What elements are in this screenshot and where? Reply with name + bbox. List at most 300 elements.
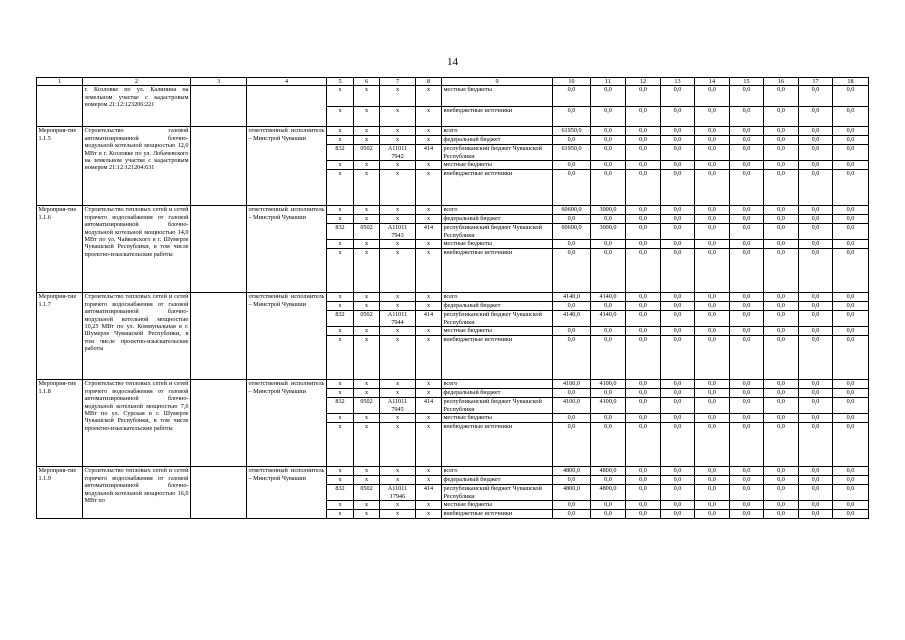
column-number: 14 [695, 78, 730, 86]
executor: ответственный исполнитель – Минстрой Чувашии [247, 467, 327, 519]
amount-cell: 0,0 [695, 380, 730, 389]
amount-cell: 0,0 [695, 414, 730, 423]
measure-description: Строительство тепловых сетей и сетей горячего водоснабжения от газовой автоматизированной блочно-модульной котельной мощностью 14,0 МВт по ул. Чайковского в г. Шумерле Чувашской Республики, в том числе проектно-изыскательские работы [83, 206, 191, 293]
amount-cell: 0,0 [626, 145, 661, 161]
amount-cell: 0,0 [626, 398, 661, 414]
amount-cell: 0,0 [799, 327, 833, 336]
amount-cell: 0,0 [661, 476, 695, 485]
amount-cell: 0,0 [730, 476, 764, 485]
code-expense-type: x [416, 136, 442, 145]
code-ministry: x [327, 423, 354, 467]
table-row [37, 380, 869, 389]
amount-cell: 0,0 [591, 145, 626, 161]
amount-cell: 0,0 [764, 86, 799, 107]
amount-cell: 0,0 [661, 240, 695, 249]
code-section: 0502 [354, 485, 380, 501]
amount-cell: 0,0 [661, 145, 695, 161]
amount-cell: 0,0 [591, 501, 626, 510]
amount-cell: 0,0 [730, 311, 764, 327]
amount-cell: 0,0 [591, 476, 626, 485]
code-ministry: x [327, 327, 354, 336]
code-section: x [354, 476, 380, 485]
amount-cell: 0,0 [553, 86, 591, 107]
code-section: x [354, 127, 380, 136]
amount-cell: 0,0 [730, 215, 764, 224]
column-number: 8 [416, 78, 442, 86]
blank-cell [191, 127, 247, 206]
code-target: А11011 7944 [380, 311, 416, 327]
code-expense-type: x [416, 336, 442, 380]
amount-cell: 0,0 [591, 136, 626, 145]
amount-cell: 0,0 [833, 215, 869, 224]
funding-source: внебюджетные источники [442, 170, 553, 206]
amount-cell: 4100,0 [553, 380, 591, 389]
code-expense-type: x [416, 467, 442, 476]
funding-source: республиканский бюджет Чувашской Республики [442, 398, 553, 414]
amount-cell: 0,0 [730, 398, 764, 414]
code-target: x [380, 327, 416, 336]
amount-cell: 0,0 [661, 501, 695, 510]
amount-cell: 0,0 [626, 423, 661, 467]
code-ministry: x [327, 389, 354, 398]
code-target: x [380, 336, 416, 380]
amount-cell: 0,0 [799, 389, 833, 398]
amount-cell: 0,0 [626, 485, 661, 501]
amount-cell: 0,0 [833, 389, 869, 398]
amount-cell: 0,0 [833, 414, 869, 423]
code-target: А11011 7942 [380, 145, 416, 161]
funding-source: федеральный бюджет [442, 136, 553, 145]
code-expense-type: x [416, 414, 442, 423]
amount-cell: 0,0 [695, 106, 730, 127]
amount-cell: 0,0 [553, 215, 591, 224]
code-ministry: x [327, 86, 354, 107]
amount-cell: 0,0 [626, 311, 661, 327]
code-target: x [380, 161, 416, 170]
amount-cell: 0,0 [661, 161, 695, 170]
code-section: x [354, 423, 380, 467]
funding-source: всего [442, 293, 553, 302]
amount-cell: 0,0 [553, 249, 591, 293]
column-number: 18 [833, 78, 869, 86]
amount-cell: 0,0 [591, 161, 626, 170]
amount-cell: 0,0 [695, 161, 730, 170]
amount-cell: 0,0 [626, 414, 661, 423]
code-section: x [354, 501, 380, 510]
amount-cell: 0,0 [799, 106, 833, 127]
amount-cell: 0,0 [764, 224, 799, 240]
amount-cell: 0,0 [591, 106, 626, 127]
code-target: x [380, 127, 416, 136]
funding-source: всего [442, 380, 553, 389]
amount-cell: 0,0 [730, 302, 764, 311]
amount-cell: 0,0 [661, 224, 695, 240]
code-section: x [354, 510, 380, 519]
amount-cell: 0,0 [833, 161, 869, 170]
amount-cell: 0,0 [661, 170, 695, 206]
code-target: x [380, 476, 416, 485]
amount-cell: 0,0 [661, 127, 695, 136]
amount-cell: 0,0 [799, 485, 833, 501]
measure-description: Строительство тепловых сетей и сетей горячего водоснабжения от газовой автоматизированной блочно-модульной котельной мощностью 10,25 МВт по ул. Коммунальная в г. Шумерле Чувашской Республики, в том числе проектно-изыскательские работы [83, 293, 191, 380]
code-expense-type: 414 [416, 224, 442, 240]
code-expense-type: x [416, 423, 442, 467]
amount-cell: 0,0 [661, 423, 695, 467]
amount-cell: 0,0 [799, 240, 833, 249]
amount-cell: 0,0 [799, 510, 833, 519]
amount-cell: 0,0 [799, 336, 833, 380]
column-number: 16 [764, 78, 799, 86]
amount-cell: 3000,0 [591, 206, 626, 215]
code-expense-type: x [416, 161, 442, 170]
code-section: x [354, 170, 380, 206]
amount-cell: 0,0 [661, 106, 695, 127]
amount-cell: 0,0 [833, 398, 869, 414]
code-expense-type: x [416, 476, 442, 485]
column-number: 7 [380, 78, 416, 86]
code-expense-type: 414 [416, 145, 442, 161]
amount-cell: 0,0 [591, 127, 626, 136]
code-expense-type: x [416, 302, 442, 311]
amount-cell: 0,0 [764, 302, 799, 311]
code-expense-type: x [416, 127, 442, 136]
amount-cell: 0,0 [553, 170, 591, 206]
funding-source: местные бюджеты [442, 327, 553, 336]
code-ministry: x [327, 206, 354, 215]
table-row [37, 86, 869, 107]
amount-cell: 0,0 [730, 327, 764, 336]
amount-cell: 4800,0 [553, 485, 591, 501]
amount-cell: 0,0 [695, 224, 730, 240]
amount-cell: 0,0 [833, 485, 869, 501]
amount-cell: 0,0 [730, 501, 764, 510]
code-section: x [354, 215, 380, 224]
amount-cell: 0,0 [591, 327, 626, 336]
code-ministry: x [327, 414, 354, 423]
code-target: x [380, 414, 416, 423]
column-number: 12 [626, 78, 661, 86]
code-section: 0502 [354, 398, 380, 414]
code-section: x [354, 106, 380, 127]
amount-cell: 4100,0 [553, 398, 591, 414]
amount-cell: 0,0 [764, 423, 799, 467]
funding-source: федеральный бюджет [442, 302, 553, 311]
funding-source: всего [442, 206, 553, 215]
amount-cell: 0,0 [799, 170, 833, 206]
amount-cell: 0,0 [799, 293, 833, 302]
amount-cell: 0,0 [730, 145, 764, 161]
amount-cell: 0,0 [730, 161, 764, 170]
table-row [37, 293, 869, 302]
code-section: 0502 [354, 311, 380, 327]
funding-source: внебюджетные источники [442, 336, 553, 380]
amount-cell: 4800,0 [553, 467, 591, 476]
amount-cell: 0,0 [661, 311, 695, 327]
amount-cell: 0,0 [591, 215, 626, 224]
code-expense-type: x [416, 327, 442, 336]
amount-cell: 0,0 [833, 106, 869, 127]
measure-label: Мероприя-тие 1.1.5 [37, 127, 83, 206]
amount-cell: 0,0 [833, 293, 869, 302]
code-ministry: 832 [327, 398, 354, 414]
page-number: 14 [447, 56, 458, 68]
funding-source: внебюджетные источники [442, 423, 553, 467]
amount-cell: 0,0 [661, 302, 695, 311]
code-section: x [354, 240, 380, 249]
amount-cell: 0,0 [553, 414, 591, 423]
code-target: x [380, 501, 416, 510]
amount-cell: 0,0 [626, 215, 661, 224]
amount-cell: 0,0 [833, 501, 869, 510]
amount-cell: 0,0 [661, 215, 695, 224]
code-ministry: x [327, 467, 354, 476]
amount-cell: 0,0 [764, 145, 799, 161]
amount-cell: 0,0 [695, 206, 730, 215]
code-section: x [354, 336, 380, 380]
amount-cell: 0,0 [799, 302, 833, 311]
amount-cell: 0,0 [626, 476, 661, 485]
column-number: 17 [799, 78, 833, 86]
amount-cell: 0,0 [553, 161, 591, 170]
amount-cell: 0,0 [626, 224, 661, 240]
code-expense-type: x [416, 293, 442, 302]
amount-cell: 0,0 [799, 467, 833, 476]
table-row [37, 206, 869, 215]
code-section: x [354, 206, 380, 215]
amount-cell: 0,0 [799, 136, 833, 145]
amount-cell: 0,0 [626, 327, 661, 336]
amount-cell: 0,0 [799, 127, 833, 136]
code-ministry: x [327, 127, 354, 136]
amount-cell: 0,0 [695, 215, 730, 224]
funding-source: всего [442, 467, 553, 476]
amount-cell: 0,0 [695, 467, 730, 476]
funding-source: местные бюджеты [442, 161, 553, 170]
amount-cell: 0,0 [730, 127, 764, 136]
amount-cell: 0,0 [661, 86, 695, 107]
funding-source: внебюджетные источники [442, 510, 553, 519]
amount-cell: 60600,0 [553, 224, 591, 240]
column-number: 6 [354, 78, 380, 86]
code-section: x [354, 467, 380, 476]
code-expense-type: x [416, 106, 442, 127]
amount-cell: 0,0 [799, 423, 833, 467]
amount-cell: 4100,0 [591, 398, 626, 414]
amount-cell: 0,0 [553, 510, 591, 519]
code-expense-type: x [416, 510, 442, 519]
code-expense-type: x [416, 215, 442, 224]
amount-cell: 0,0 [833, 240, 869, 249]
code-target: x [380, 215, 416, 224]
code-expense-type: x [416, 240, 442, 249]
code-ministry: x [327, 136, 354, 145]
amount-cell: 0,0 [591, 86, 626, 107]
amount-cell: 0,0 [661, 398, 695, 414]
amount-cell: 0,0 [695, 311, 730, 327]
amount-cell: 0,0 [730, 380, 764, 389]
executor: ответственный исполнитель – Минстрой Чувашии [247, 380, 327, 467]
amount-cell: 0,0 [626, 510, 661, 519]
amount-cell: 0,0 [833, 380, 869, 389]
amount-cell: 0,0 [799, 476, 833, 485]
code-target: А11011 17946 [380, 485, 416, 501]
funding-source: федеральный бюджет [442, 476, 553, 485]
amount-cell: 0,0 [695, 145, 730, 161]
code-expense-type: 414 [416, 311, 442, 327]
amount-cell: 0,0 [833, 476, 869, 485]
amount-cell: 0,0 [661, 485, 695, 501]
code-ministry: x [327, 170, 354, 206]
executor: ответственный исполнитель – Минстрой Чувашии [247, 206, 327, 293]
funding-source: федеральный бюджет [442, 215, 553, 224]
code-section: x [354, 302, 380, 311]
code-target: x [380, 302, 416, 311]
executor: ответственный исполнитель – Минстрой Чувашии [247, 293, 327, 380]
amount-cell: 61950,0 [553, 127, 591, 136]
amount-cell: 0,0 [833, 145, 869, 161]
amount-cell: 0,0 [799, 398, 833, 414]
amount-cell: 0,0 [730, 136, 764, 145]
code-target: x [380, 240, 416, 249]
amount-cell: 0,0 [833, 467, 869, 476]
code-section: x [354, 249, 380, 293]
amount-cell: 0,0 [661, 206, 695, 215]
amount-cell: 0,0 [764, 467, 799, 476]
amount-cell: 0,0 [833, 302, 869, 311]
amount-cell: 4140,0 [591, 293, 626, 302]
amount-cell: 0,0 [833, 249, 869, 293]
amount-cell: 0,0 [799, 501, 833, 510]
amount-cell: 4140,0 [553, 311, 591, 327]
column-number: 10 [553, 78, 591, 86]
amount-cell: 0,0 [626, 161, 661, 170]
amount-cell: 0,0 [799, 414, 833, 423]
amount-cell: 0,0 [695, 86, 730, 107]
amount-cell: 0,0 [553, 336, 591, 380]
code-ministry: x [327, 249, 354, 293]
amount-cell: 61950,0 [553, 145, 591, 161]
amount-cell: 0,0 [730, 485, 764, 501]
amount-cell: 0,0 [764, 398, 799, 414]
amount-cell: 0,0 [695, 476, 730, 485]
amount-cell: 0,0 [591, 336, 626, 380]
amount-cell: 0,0 [730, 423, 764, 467]
amount-cell: 0,0 [833, 224, 869, 240]
amount-cell: 0,0 [626, 127, 661, 136]
amount-cell: 0,0 [626, 240, 661, 249]
amount-cell: 0,0 [591, 240, 626, 249]
measure-label: Мероприя-тие 1.1.8 [37, 380, 83, 467]
amount-cell: 0,0 [695, 501, 730, 510]
amount-cell: 0,0 [764, 215, 799, 224]
amount-cell: 0,0 [764, 414, 799, 423]
code-ministry: x [327, 501, 354, 510]
funding-source: республиканский бюджет Чувашской Республики [442, 224, 553, 240]
measure-label: Мероприя-тие 1.1.9 [37, 467, 83, 519]
amount-cell: 0,0 [799, 224, 833, 240]
amount-cell: 0,0 [764, 206, 799, 215]
code-target: x [380, 423, 416, 467]
amount-cell: 0,0 [626, 293, 661, 302]
amount-cell: 0,0 [799, 161, 833, 170]
amount-cell: 0,0 [695, 398, 730, 414]
amount-cell: 0,0 [833, 336, 869, 380]
amount-cell: 0,0 [799, 249, 833, 293]
amount-cell: 0,0 [626, 136, 661, 145]
code-expense-type: x [416, 249, 442, 293]
amount-cell: 60600,0 [553, 206, 591, 215]
blank-cell [191, 293, 247, 380]
code-target: x [380, 380, 416, 389]
code-expense-type: x [416, 170, 442, 206]
code-section: x [354, 414, 380, 423]
code-ministry: x [327, 240, 354, 249]
funding-source: внебюджетные источники [442, 249, 553, 293]
column-number: 3 [191, 78, 247, 86]
amount-cell: 0,0 [764, 293, 799, 302]
amount-cell: 0,0 [764, 510, 799, 519]
code-expense-type: x [416, 380, 442, 389]
code-section: x [354, 86, 380, 107]
amount-cell: 0,0 [661, 293, 695, 302]
blank-cell [191, 206, 247, 293]
amount-cell: 0,0 [626, 86, 661, 107]
amount-cell: 0,0 [730, 414, 764, 423]
table-row [37, 467, 869, 476]
blank-cell [191, 86, 247, 127]
code-ministry: x [327, 106, 354, 127]
amount-cell: 0,0 [764, 311, 799, 327]
amount-cell: 0,0 [799, 380, 833, 389]
measure-description: Строительство газовой автоматизированной блочно-модульной котельной мощностью 12,0 МВт в г. Козловке по ул. Лобачевского на земельном участке с кадастровым номером 21:12:121204:631 [83, 127, 191, 206]
amount-cell: 0,0 [695, 510, 730, 519]
amount-cell: 0,0 [626, 380, 661, 389]
amount-cell: 0,0 [730, 249, 764, 293]
column-number: 11 [591, 78, 626, 86]
code-target: x [380, 467, 416, 476]
amount-cell: 0,0 [553, 106, 591, 127]
code-target: А11011 7945 [380, 398, 416, 414]
amount-cell: 0,0 [626, 389, 661, 398]
funding-source: местные бюджеты [442, 240, 553, 249]
measure-description: г. Козловке по ул. Калинина на земельном участке с кадастровым номером 21:12:123206:221 [83, 86, 191, 127]
funding-source: внебюджетные источники [442, 106, 553, 127]
code-ministry: 832 [327, 224, 354, 240]
amount-cell: 0,0 [764, 327, 799, 336]
amount-cell: 0,0 [799, 215, 833, 224]
amount-cell: 0,0 [730, 240, 764, 249]
amount-cell: 0,0 [626, 302, 661, 311]
code-expense-type: x [416, 206, 442, 215]
amount-cell: 0,0 [764, 249, 799, 293]
amount-cell: 0,0 [764, 106, 799, 127]
amount-cell: 0,0 [833, 127, 869, 136]
code-target: x [380, 206, 416, 215]
amount-cell: 0,0 [833, 170, 869, 206]
code-ministry: x [327, 510, 354, 519]
code-section: x [354, 136, 380, 145]
amount-cell: 0,0 [730, 510, 764, 519]
amount-cell: 0,0 [661, 136, 695, 145]
column-number: 4 [247, 78, 327, 86]
amount-cell: 0,0 [553, 501, 591, 510]
code-expense-type: 414 [416, 398, 442, 414]
amount-cell: 0,0 [764, 501, 799, 510]
amount-cell: 0,0 [833, 136, 869, 145]
column-number: 9 [442, 78, 553, 86]
amount-cell: 0,0 [730, 86, 764, 107]
amount-cell: 0,0 [764, 161, 799, 170]
